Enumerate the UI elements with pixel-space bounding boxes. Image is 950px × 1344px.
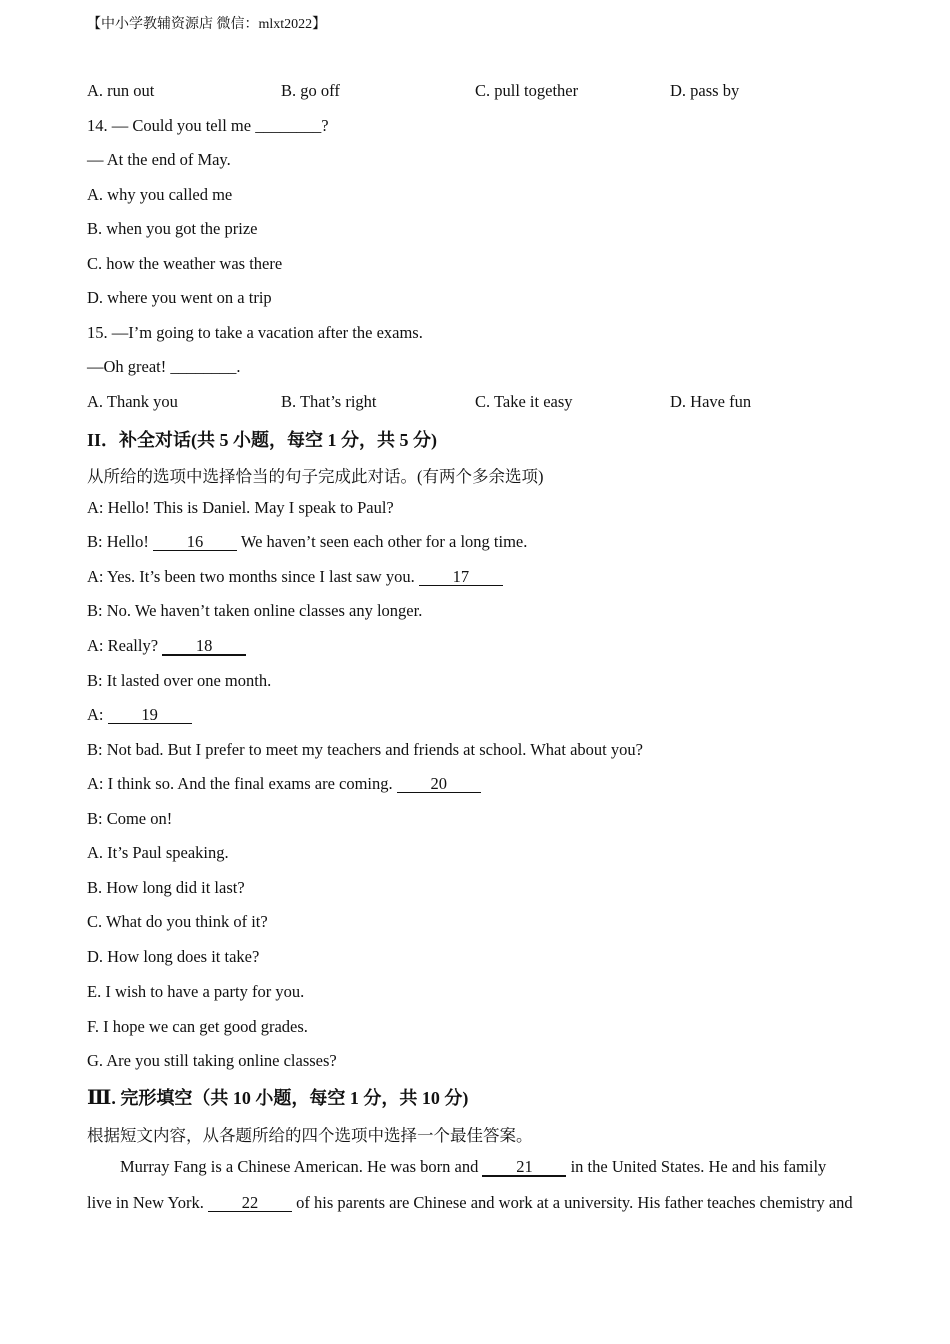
section-3-instruction: 根据短文内容，从各题所给的四个选项中选择一个最佳答案。 bbox=[87, 1126, 533, 1145]
q14-answer-line: — At the end of May. bbox=[87, 150, 231, 169]
choice-f: F. I hope we can get good grades. bbox=[87, 1017, 308, 1036]
choice-e: E. I wish to have a party for you. bbox=[87, 982, 305, 1001]
page-header: 【中小学教辅资源店 微信：mlxt2022】 bbox=[87, 17, 327, 32]
q13-option-d: D. pass by bbox=[670, 81, 740, 100]
section-2-title: II．补全对话(共 5 小题，每空 1 分，共 5 分) bbox=[87, 430, 437, 450]
dialog-line-1: A: Hello! This is Daniel. May I speak to Paul? bbox=[87, 498, 394, 517]
blank-16: 16 bbox=[153, 533, 237, 551]
q13-option-c: C. pull together bbox=[475, 81, 579, 100]
section-3-title: Ⅲ. 完形填空（共 10 小题，每空 1 分，共 10 分) bbox=[87, 1087, 469, 1109]
q15-stem: 15. —I’m going to take a vacation after the exams. bbox=[87, 323, 423, 342]
q15-option-c: C. Take it easy bbox=[475, 392, 573, 411]
dialog-line-7: A: 19 bbox=[87, 705, 192, 725]
blank-19: 19 bbox=[108, 706, 192, 724]
q14-option-d: D. where you went on a trip bbox=[87, 288, 272, 307]
section-2-instruction: 从所给的选项中选择恰当的句子完成此对话。(有两个多余选项) bbox=[87, 467, 544, 486]
q14-option-a: A. why you called me bbox=[87, 185, 233, 204]
blank-22: 22 bbox=[208, 1194, 292, 1212]
dialog-line-4: B: No. We haven’t taken online classes any longer. bbox=[87, 601, 423, 620]
dialog-line-6: B: It lasted over one month. bbox=[87, 671, 272, 690]
choice-c: C. What do you think of it? bbox=[87, 912, 268, 931]
dialog-line-5: A: Really? 18 bbox=[87, 636, 246, 656]
blank-18: 18 bbox=[162, 637, 246, 656]
blank-20: 20 bbox=[397, 775, 481, 793]
q13-option-a: A. run out bbox=[87, 81, 155, 100]
q15-reply: —Oh great! ________. bbox=[87, 357, 241, 376]
blank-17: 17 bbox=[419, 568, 503, 586]
q13-option-b: B. go off bbox=[281, 81, 340, 100]
dialog-line-3: A: Yes. It’s been two months since I last saw you. 17 bbox=[87, 567, 503, 587]
blank-21: 21 bbox=[482, 1158, 566, 1177]
q15-option-b: B. That’s right bbox=[281, 392, 377, 411]
passage-line-2: live in New York. 22 of his parents are Chinese and work at a university. His father teaches chemistry and bbox=[87, 1193, 853, 1212]
q14-option-b: B. when you got the prize bbox=[87, 219, 258, 238]
passage-line-1: Murray Fang is a Chinese American. He was born and 21 in the United States. He and his family bbox=[120, 1157, 827, 1176]
q14-option-c: C. how the weather was there bbox=[87, 254, 283, 273]
choice-d: D. How long does it take? bbox=[87, 947, 260, 966]
q15-option-d: D. Have fun bbox=[670, 392, 752, 411]
dialog-line-10: B: Come on! bbox=[87, 809, 173, 828]
dialog-line-9: A: I think so. And the final exams are coming. 20 bbox=[87, 774, 481, 794]
q14-stem: 14. — Could you tell me ________? bbox=[87, 116, 329, 135]
dialog-line-8: B: Not bad. But I prefer to meet my teachers and friends at school. What about you? bbox=[87, 740, 643, 759]
dialog-line-2: B: Hello! 16 We haven’t seen each other for a long time. bbox=[87, 532, 528, 551]
choice-g: G. Are you still taking online classes? bbox=[87, 1051, 337, 1070]
q15-option-a: A. Thank you bbox=[87, 392, 178, 411]
choice-a: A. It’s Paul speaking. bbox=[87, 843, 229, 862]
choice-b: B. How long did it last? bbox=[87, 878, 245, 897]
